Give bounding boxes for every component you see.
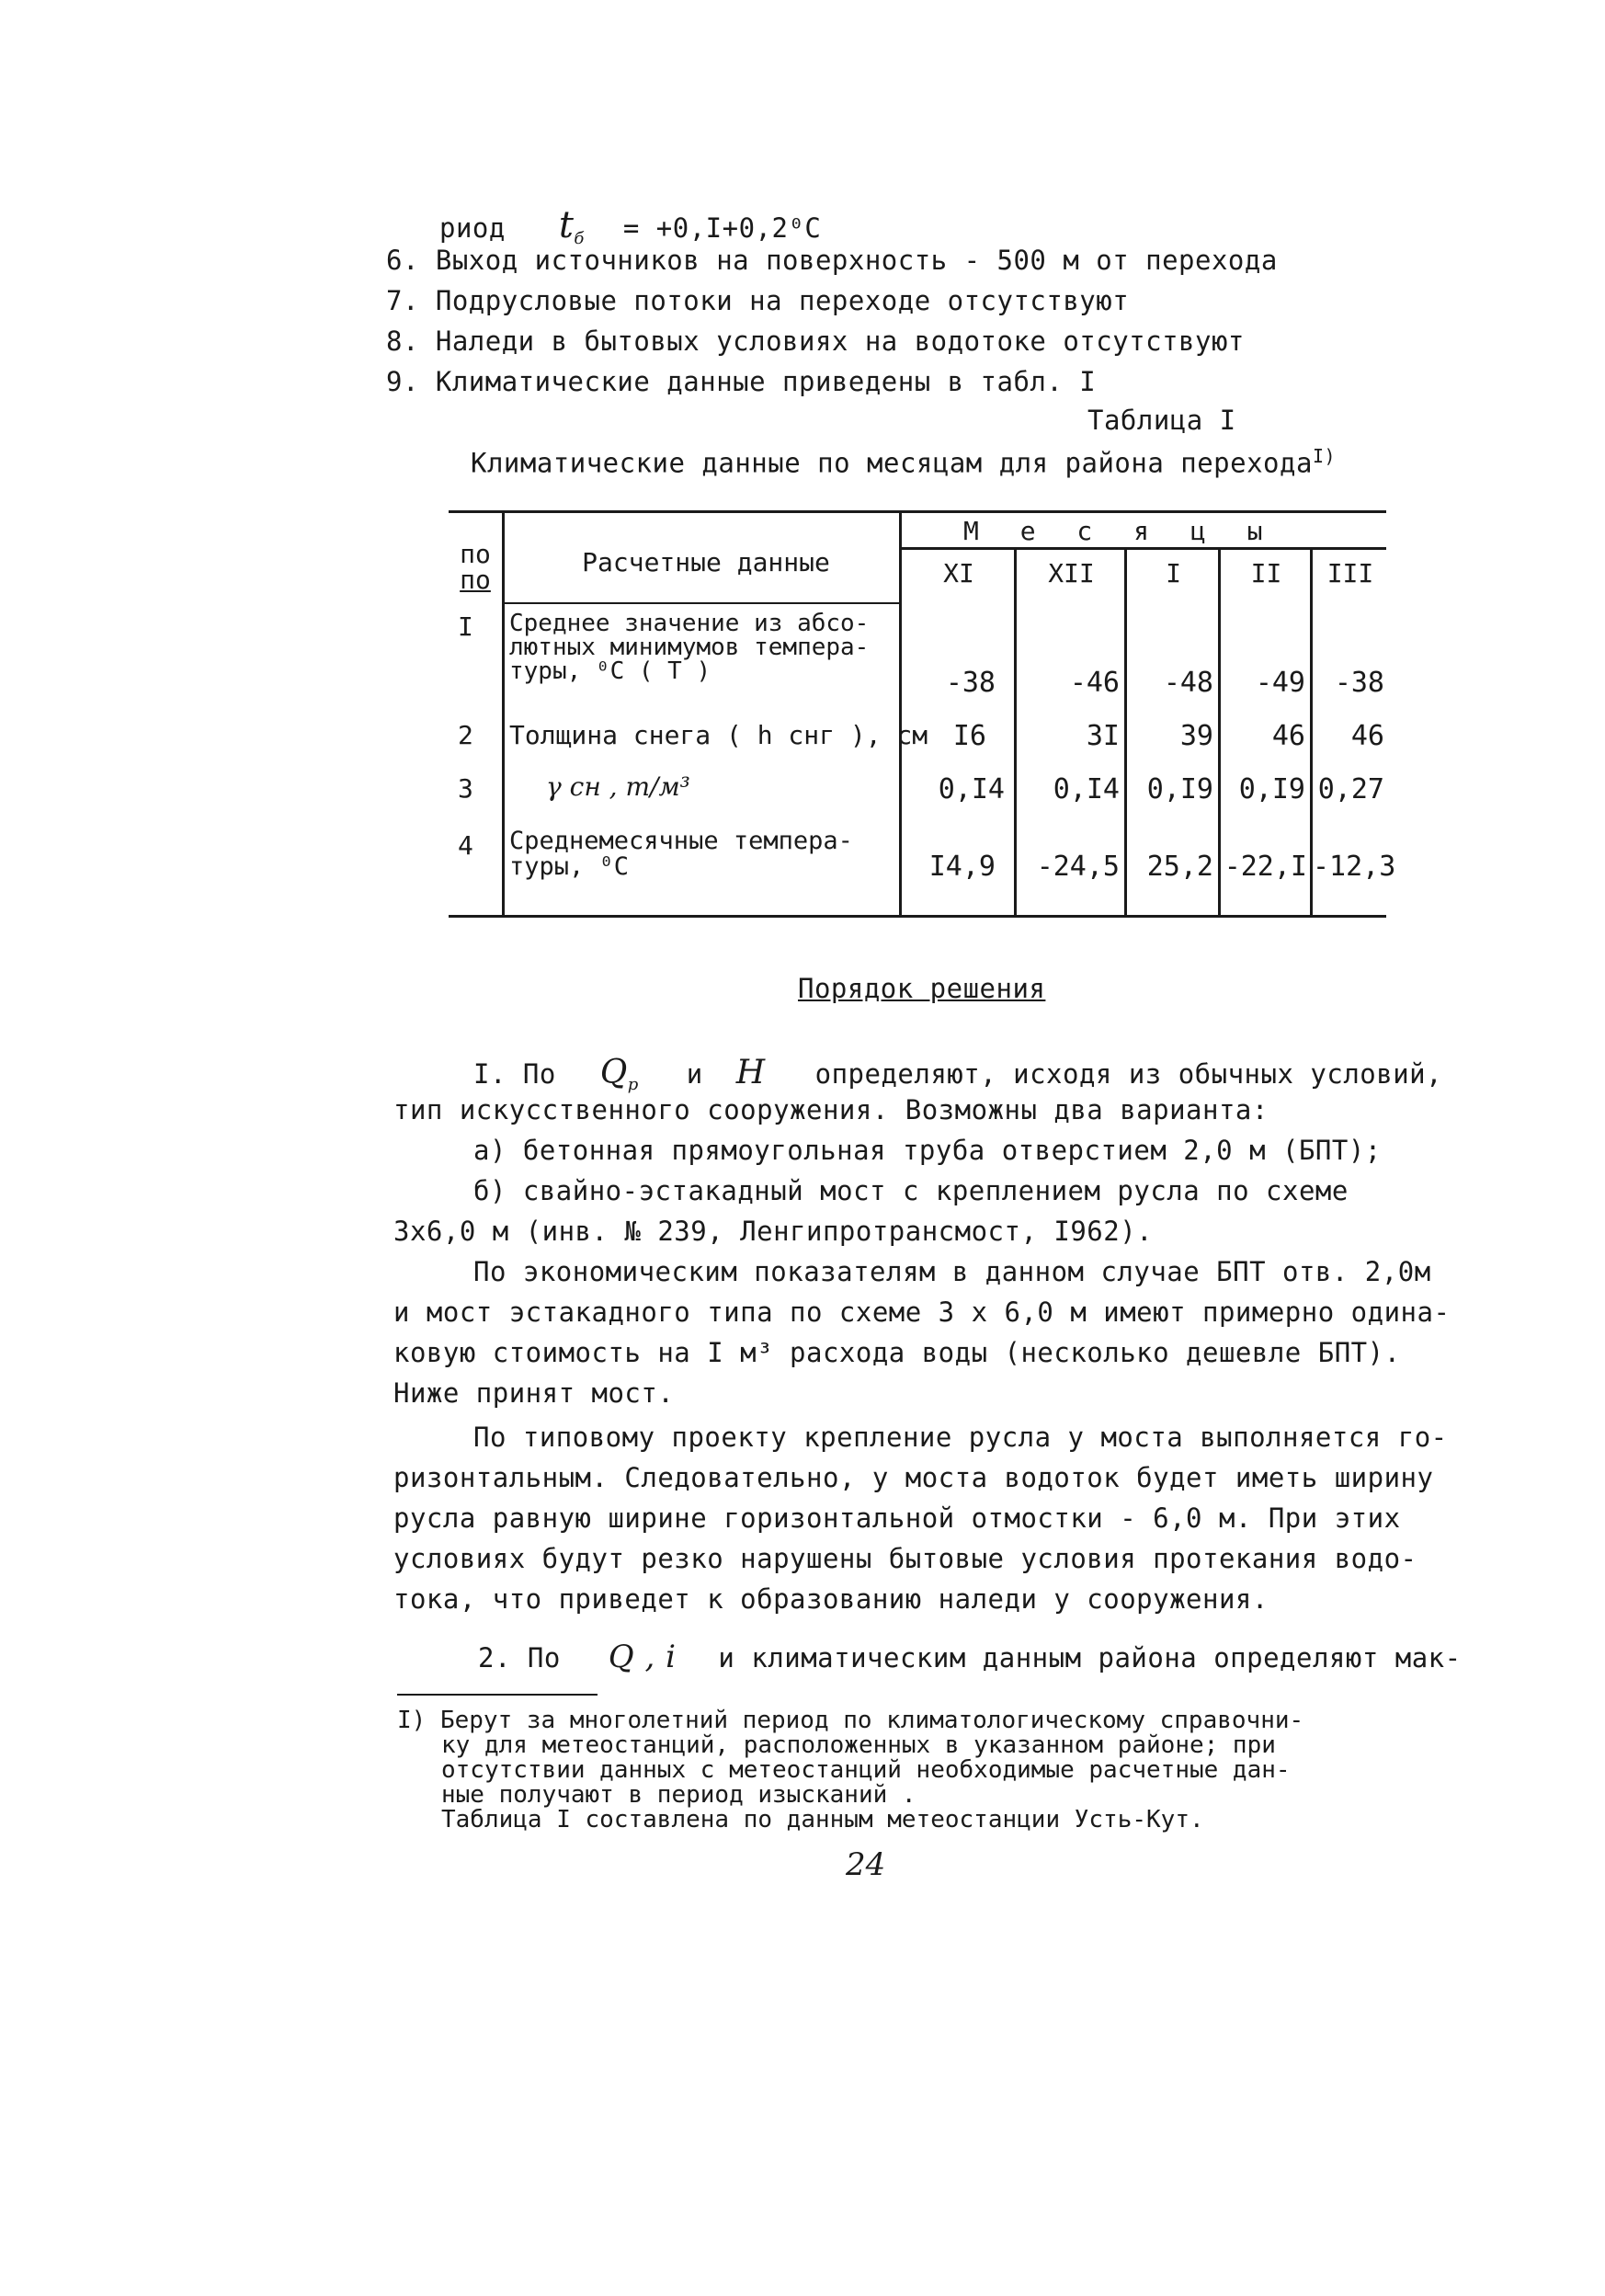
p3-line-4: условиях будут резко нарушены бытовые условия протекания водо- — [393, 1543, 1417, 1574]
footnote-line-2: ку для метеостанций, расположенных в указанном районе; при — [441, 1731, 1276, 1759]
footnote-line-5: Таблица I составлена по данным метеостанции Усть-Кут. — [441, 1806, 1204, 1833]
section-title: Порядок решения — [798, 973, 1046, 1004]
row-3-i: 0,I9 — [1146, 773, 1213, 805]
period-variable-sub: б — [574, 228, 585, 248]
period-value: = +0,I+0,2⁰C — [622, 212, 822, 244]
table-caption — [471, 445, 1336, 479]
row-4-ii: -22,I — [1224, 851, 1307, 883]
p3-line-2: ризонтальным. Следовательно, у моста водоток будет иметь ширину — [393, 1462, 1434, 1493]
row-2-i: 39 — [1179, 720, 1213, 752]
month-i: I — [1166, 558, 1181, 588]
table-bottom-rule — [449, 915, 1386, 918]
table-label: Таблица I — [1087, 405, 1236, 436]
row-4-xi: I4,9 — [928, 851, 996, 883]
climate-table — [449, 510, 1396, 933]
p1-var-q: Q — [599, 1054, 628, 1091]
header-rule — [502, 602, 899, 604]
item-9: 9. Климатические данные приведены в табл. I — [386, 366, 1097, 397]
month-ii: II — [1250, 558, 1282, 588]
row-4-label-line-1: Среднемесячные темпера- — [509, 827, 853, 855]
period-variable: t — [558, 204, 575, 246]
p2-line-1: По экономическим показателям в данном случае БПТ отв. 2,0м — [473, 1256, 1431, 1287]
p2-line-4: Ниже принят мост. — [393, 1377, 675, 1409]
col-rule-1 — [502, 510, 505, 915]
col-rule-5 — [1218, 549, 1221, 915]
p2-line-2: и мост эстакадного типа по схеме 3 x 6,0 м имеют примерно одина- — [393, 1296, 1451, 1328]
table-caption-text: Климатические данные по месяцам для района перехода — [471, 447, 1313, 479]
col-rule-4 — [1124, 549, 1127, 915]
p4-prefix: 2. По — [478, 1642, 561, 1673]
row-3-no: 3 — [458, 773, 473, 804]
col-no-header — [452, 539, 498, 595]
months-rule — [899, 547, 1386, 550]
row-1-xii: -46 — [1069, 667, 1120, 699]
p1-var-q-sub: р — [627, 1074, 639, 1094]
row-4-iii: -12,3 — [1313, 851, 1396, 883]
row-4-label — [509, 828, 853, 880]
row-1-i: -48 — [1163, 667, 1213, 699]
row-3-label: γ сн , т/м³ — [546, 771, 690, 802]
variant-b-line-2: 3x6,0 м (инв. № 239, Ленгипротрансмост, I962). — [393, 1216, 1154, 1247]
variant-a: а) бетонная прямоугольная труба отверстием 2,0 м (БПТ); — [473, 1135, 1382, 1166]
col-no-header-line-2: по — [460, 565, 491, 595]
p1-line-2: тип искусственного сооружения. Возможны два варианта: — [393, 1094, 1269, 1125]
row-1-no: I — [458, 611, 473, 642]
row-3-xii: 0,I4 — [1053, 773, 1120, 805]
footnote-rule — [397, 1694, 598, 1696]
footnote-line-4: ные получают в период изысканий . — [441, 1781, 916, 1809]
col-data-header: Расчетные данные — [582, 547, 830, 577]
month-xii: XII — [1048, 558, 1095, 588]
p4-vars: Q , i — [608, 1639, 677, 1675]
p3-line-5: тока, что приведет к образованию наледи у сооружения. — [393, 1583, 1269, 1615]
row-1-label-line-1: Среднее значение из абсо- — [509, 610, 870, 637]
row-3-iii: 0,27 — [1317, 773, 1384, 805]
row-4-i: 25,2 — [1146, 851, 1213, 883]
month-iii: III — [1326, 558, 1374, 588]
p1-var-h: Н — [735, 1054, 766, 1091]
table-caption-footnote-mark: I) — [1312, 445, 1337, 467]
row-2-ii: 46 — [1271, 720, 1305, 752]
footnote-line-1: I) Берут за многолетний период по климатологическому справочни- — [397, 1707, 1304, 1734]
row-2-xii: 3I — [1086, 720, 1120, 752]
row-1-label — [509, 611, 869, 683]
row-2-label: Толщина снега ( h снг ), см — [509, 720, 928, 750]
months-header: М е с я ц ы — [963, 516, 1276, 546]
row-4-no: 4 — [458, 830, 473, 861]
footnote-line-3: отсутствии данных с метеостанций необходимые расчетные дан- — [441, 1756, 1291, 1784]
item-6: 6. Выход источников на поверхность - 500 м от перехода — [386, 245, 1278, 276]
variant-b-line-1: б) свайно-эстакадный мост с креплением русла по схеме — [473, 1175, 1349, 1206]
p4-rest: и климатическим данным района определяют мак- — [718, 1642, 1462, 1673]
p1-and: и — [686, 1058, 703, 1090]
col-rule-2 — [899, 510, 902, 915]
row-2-xi: I6 — [952, 720, 986, 752]
month-xi: XI — [943, 558, 974, 588]
row-1-iii: -38 — [1334, 667, 1384, 699]
col-rule-3 — [1014, 549, 1017, 915]
p3-line-3: русла равную ширине горизонтальной отмостки - 6,0 м. При этих — [393, 1502, 1401, 1534]
col-no-header-line-1: по — [460, 539, 491, 569]
row-1-ii: -49 — [1255, 667, 1305, 699]
row-4-xii: -24,5 — [1036, 851, 1120, 883]
p3-line-1: По типовому проекту крепление русла у моста выполняется го- — [473, 1422, 1448, 1453]
p1-prefix: I. По — [473, 1058, 556, 1090]
row-3-ii: 0,I9 — [1238, 773, 1305, 805]
row-3-xi: 0,I4 — [938, 773, 1005, 805]
p4-line-1 — [478, 1639, 1462, 1675]
table-top-rule — [449, 510, 1386, 513]
row-1-label-line-3: туры, ⁰C ( T ) — [509, 657, 711, 685]
period-line — [439, 204, 821, 248]
p1-line-1 — [473, 1054, 1442, 1094]
p2-line-3: ковую стоимость на I м³ расхода воды (несколько дешевле БПТ). — [393, 1337, 1401, 1368]
row-1-xi: -38 — [945, 667, 996, 699]
item-7: 7. Подрусловые потоки на переходе отсутствуют — [386, 285, 1130, 316]
row-1-label-line-2: лютных минимумов темпера- — [509, 634, 870, 661]
row-2-no: 2 — [458, 720, 473, 750]
row-2-iii: 46 — [1350, 720, 1384, 752]
page-number: 24 — [846, 1846, 886, 1883]
row-4-label-line-2: туры, ⁰C — [509, 852, 630, 881]
item-8: 8. Наледи в бытовых условиях на водотоке отсутствуют — [386, 326, 1245, 357]
period-prefix: риод — [439, 212, 506, 244]
p1-rest: определяют, исходя из обычных условий, — [814, 1058, 1443, 1090]
